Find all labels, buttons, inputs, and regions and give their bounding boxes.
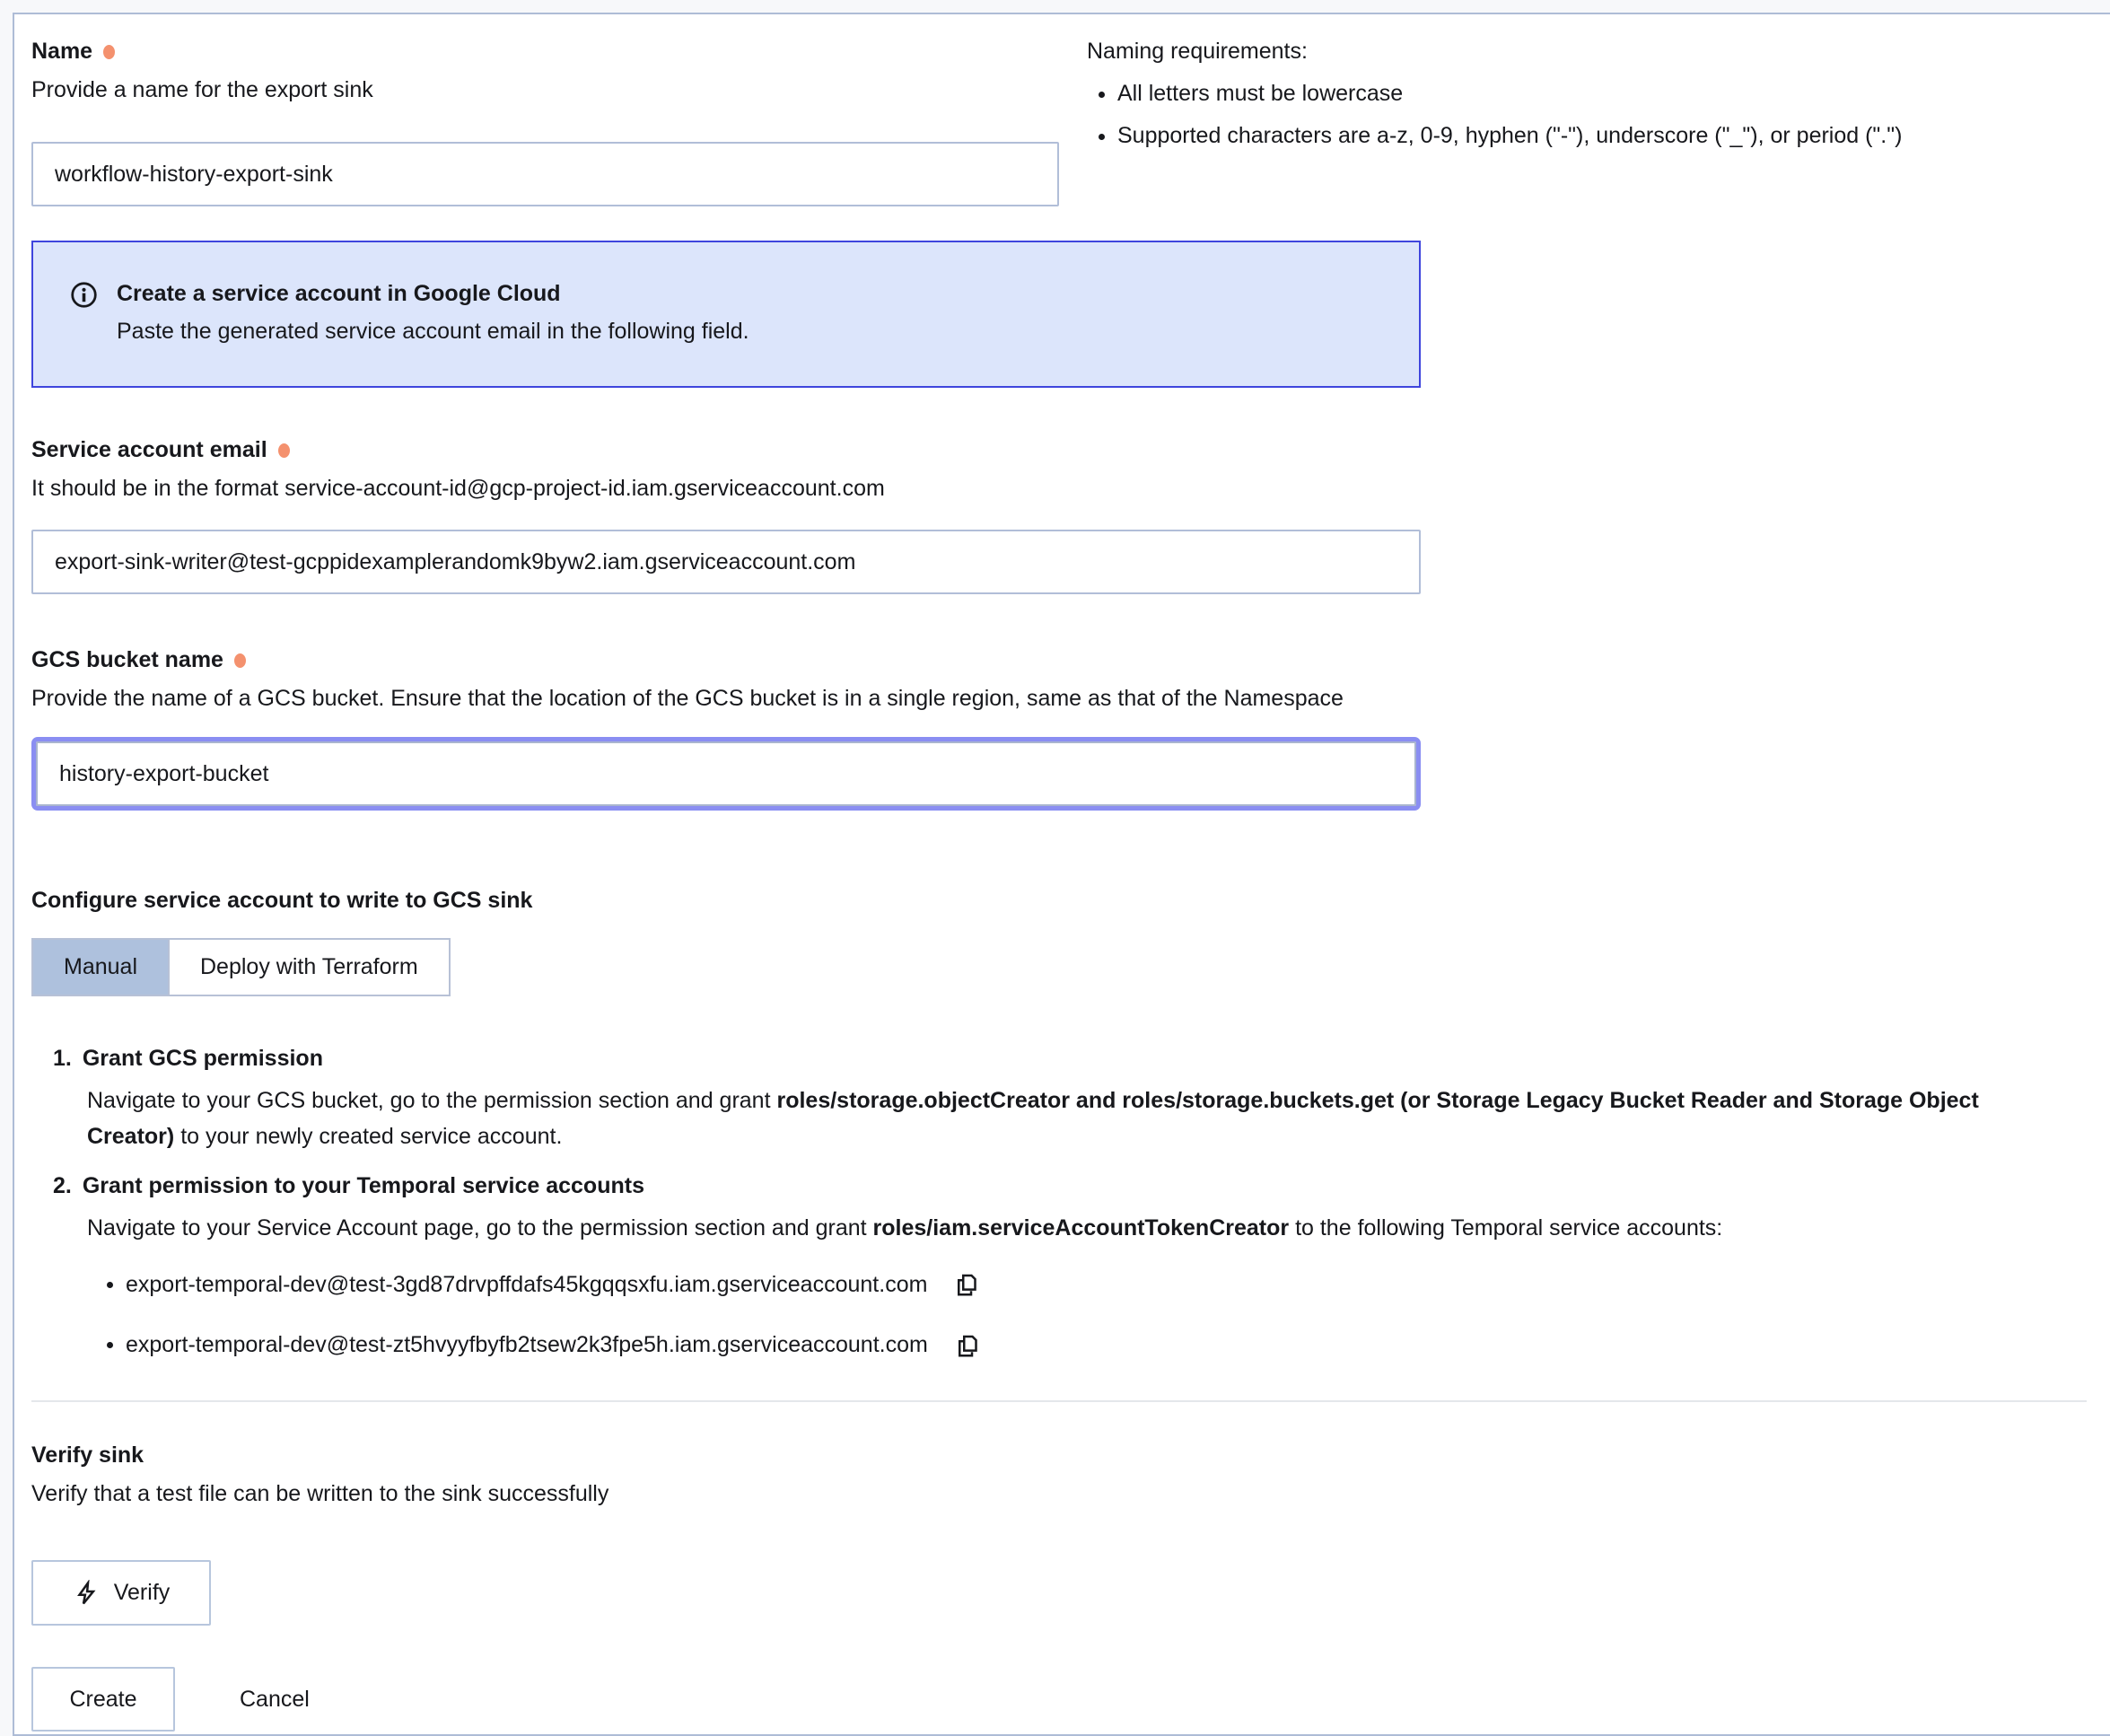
required-dot-icon bbox=[234, 653, 246, 668]
info-banner-title: Create a service account in Google Cloud bbox=[117, 281, 561, 306]
name-field-label bbox=[31, 36, 1059, 67]
required-dot-icon bbox=[103, 45, 115, 59]
info-banner bbox=[31, 241, 1421, 388]
step-instructions bbox=[87, 1211, 2071, 1247]
sink-name-input[interactable] bbox=[31, 142, 1059, 206]
step-text: Navigate to your Service Account page, go to the permission section and grant bbox=[87, 1215, 873, 1241]
configure-section-title: Configure service account to write to GCS sink bbox=[31, 888, 533, 913]
service-account-email-input[interactable] bbox=[31, 530, 1421, 594]
create-export-sink-form bbox=[13, 13, 2110, 1736]
service-account-field-label bbox=[31, 434, 2096, 466]
verify-button[interactable] bbox=[31, 1560, 211, 1626]
bucket-description: Provide the name of a GCS bucket. Ensure that the location of the GCS bucket is in a single region, same as that of the Namespace bbox=[31, 686, 1344, 711]
name-label-text: Name bbox=[31, 39, 93, 64]
step-title: Grant permission to your Temporal service accounts bbox=[82, 1173, 644, 1198]
service-account-description: It should be in the format service-account-id@gcp-project-id.iam.gserviceaccount.com bbox=[31, 476, 885, 501]
step-text: Navigate to your GCS bucket, go to the permission section and grant bbox=[87, 1088, 777, 1113]
tab-manual-label: Manual bbox=[64, 954, 137, 979]
create-button[interactable]: Create bbox=[31, 1667, 175, 1732]
lightning-bolt-icon bbox=[73, 1580, 100, 1607]
naming-requirements bbox=[1087, 36, 2096, 206]
copy-icon[interactable] bbox=[954, 1332, 981, 1359]
cancel-button[interactable]: Cancel bbox=[240, 1686, 310, 1712]
step-number: 1. bbox=[53, 1046, 72, 1071]
configure-tabs bbox=[31, 938, 451, 996]
info-icon bbox=[69, 280, 99, 310]
step-text-bold: roles/iam.serviceAccountTokenCreator bbox=[872, 1215, 1290, 1241]
step-grant-temporal-permission bbox=[53, 1170, 2096, 1247]
info-banner-description: Paste the generated service account email in the following field. bbox=[117, 319, 749, 344]
copy-icon[interactable] bbox=[953, 1271, 980, 1298]
naming-requirement-item: • Supported characters are a-z, 0-9, hyphen ("-"), underscore ("_"), or period (".") bbox=[1117, 120, 2096, 152]
bucket-label-text: GCS bucket name bbox=[31, 647, 223, 672]
name-row bbox=[31, 36, 2096, 206]
verify-sink-description: Verify that a test file can be written to the sink successfully bbox=[31, 1481, 609, 1507]
verify-sink-title: Verify sink bbox=[31, 1442, 144, 1469]
manual-steps bbox=[53, 1043, 2096, 1247]
service-account-label-text: Service account email bbox=[31, 437, 267, 462]
gcs-bucket-name-input[interactable] bbox=[36, 741, 1416, 806]
temporal-service-account-email: export-temporal-dev@test-zt5hvyyfbyfb2tsew2k3fpe5h.iam.gserviceaccount.com bbox=[126, 1332, 928, 1358]
tab-deploy-terraform-label: Deploy with Terraform bbox=[200, 954, 418, 979]
section-divider bbox=[31, 1400, 2087, 1402]
bucket-field-label bbox=[31, 644, 2096, 676]
step-number: 2. bbox=[53, 1173, 72, 1198]
verify-button-label: Verify bbox=[113, 1580, 171, 1606]
temporal-service-account-item bbox=[126, 1328, 2096, 1361]
required-dot-icon bbox=[278, 443, 290, 458]
naming-requirements-title: Naming requirements: bbox=[1087, 39, 1308, 64]
form-actions bbox=[31, 1667, 2096, 1732]
tab-manual[interactable] bbox=[33, 940, 168, 995]
step-text-bold: roles/storage.objectCreator and roles/storage.buckets.get (or Storage Legacy Bucket Reader and Storage Object Creator) bbox=[87, 1088, 1979, 1149]
name-field-description: Provide a name for the export sink bbox=[31, 77, 373, 102]
temporal-service-account-email: export-temporal-dev@test-3gd87drvpffdafs45kgqqsxfu.iam.gserviceaccount.com bbox=[126, 1271, 928, 1297]
temporal-service-accounts-list bbox=[31, 1268, 2096, 1362]
step-grant-gcs-permission bbox=[53, 1043, 2096, 1154]
temporal-service-account-item bbox=[126, 1268, 2096, 1301]
step-instructions bbox=[87, 1083, 2071, 1154]
step-text: to the following Temporal service accounts: bbox=[1289, 1215, 1723, 1241]
naming-requirement-item: • All letters must be lowercase bbox=[1117, 78, 2096, 110]
tab-deploy-terraform[interactable] bbox=[168, 940, 449, 995]
step-text: to your newly created service account. bbox=[174, 1123, 563, 1149]
step-title: Grant GCS permission bbox=[82, 1046, 323, 1071]
